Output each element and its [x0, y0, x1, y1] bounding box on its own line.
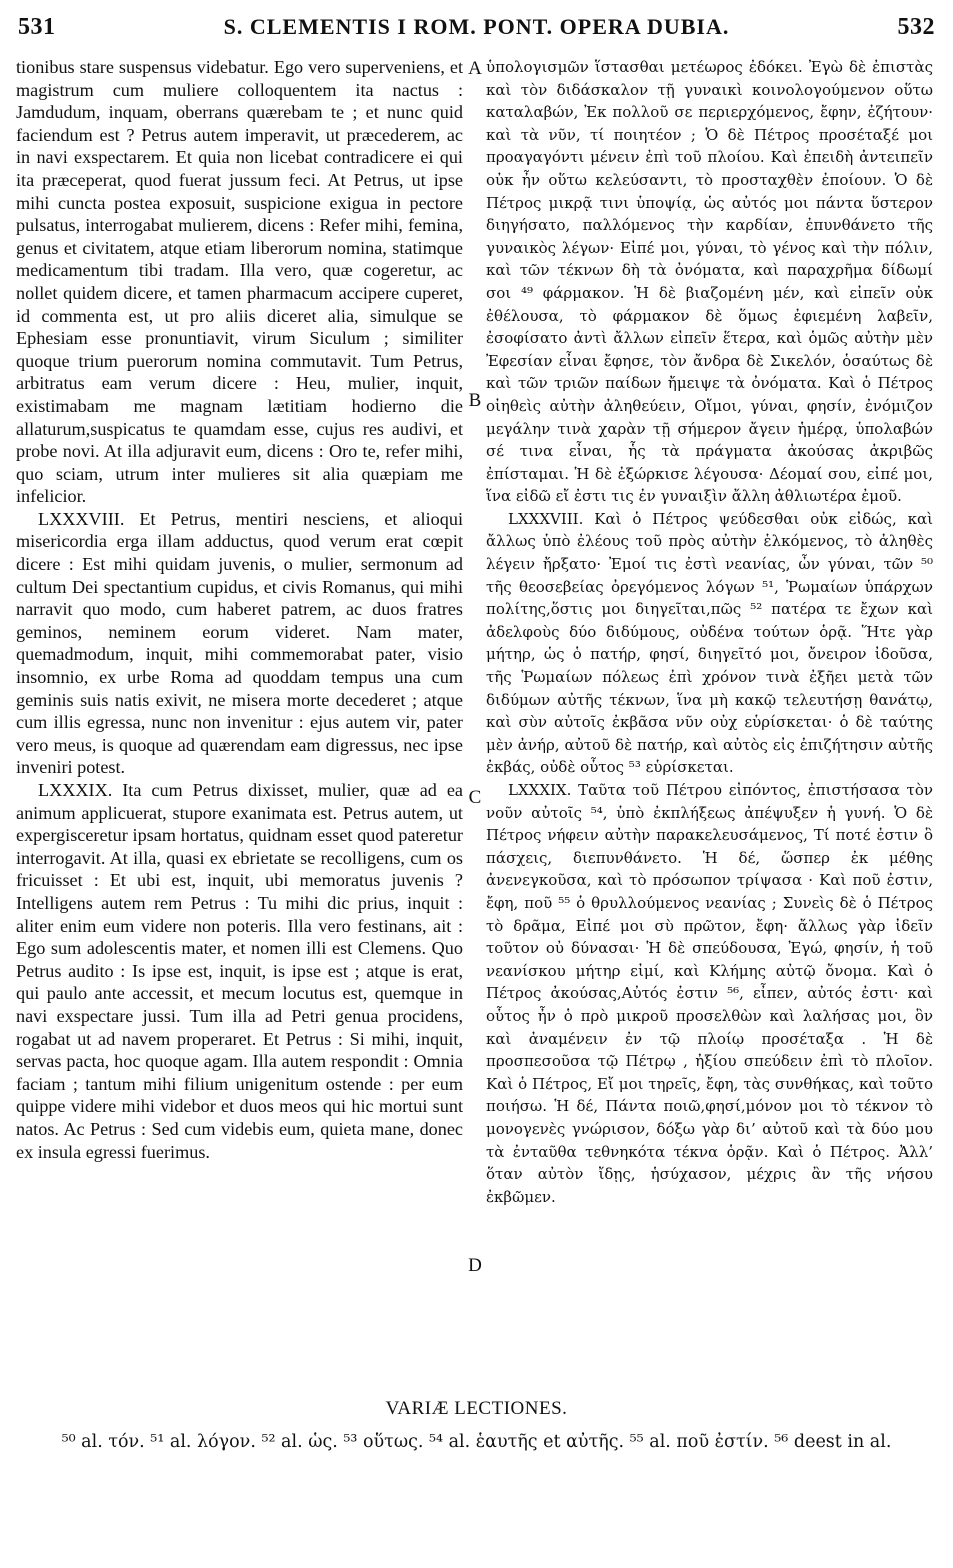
margin-markers	[466, 0, 484, 1568]
latin-column	[16, 56, 463, 1163]
margin-marker-a: A	[468, 58, 482, 79]
greek-paragraph-1: ὑπολογισμῶν ἵστασθαι μετέωρος ἐδόκει. Ἐγὼ δὲ ἐπιστὰς καὶ τὸν διδάσκαλον τῇ γυναικὶ κοινολογούμενον οὕτω καταλαβών, Ἐκ πολλοῦ σε περιερχόμενος, ἔφην, ἐζήτουν· καὶ τὰ νῦν, τί ποιητέον ; Ὁ δὲ Πέτρος προσέταξέ μοι προαγαγόντι μένειν ἐπὶ τοῦ πλοίου. Καὶ ἐπειδὴ ἀντειπεῖν οὐκ ἦν οὕτω κελεύσαντι, τὸ προσταχθὲν ἐποίουν. Ὁ δὲ Πέτρος μικρᾷ τινι ὑποψίᾳ, ὡς αὐτός μοι πάντα ὕστερον διηγήσατο, παλλόμενος τὴν καρδίαν, ἐπυνθάνετο τῆς γυναικὸς λέγων· Εἰπέ μοι, γύναι, τὸ γένος καὶ τὴν πόλιν, καὶ τῶν τέκνων δὴ τὰ ὀνόματα, καὶ παραχρῆμα δίδωμί σοι ⁴⁹ φάρμακον. Ἡ δὲ βιαζομένη μέν, καὶ εἰπεῖν οὐκ ἐθέλουσα, τὸ φάρμακον δὲ ὅμως ἐφιεμένη λαβεῖν, ἐσοφίσατο ἀντὶ ἄλλων εἰπεῖν ἕτερα, καὶ ὁμῶς αὐτὴν μὲν Ἐφεσίαν εἶναι ἔφησε, τὸν ἄνδρα δὲ Σικελόν, ὁσαύτως δὲ καὶ τῶν τριῶν παίδων ἤμειψε τὰ ὀνόματα. Καὶ ὁ Πέτρος οἰηθεὶς αὐτὴν ἀληθεύειν, Οἴμοι, γύναι, φησίν, ἐνόμιζον μεγάλην τινὰ χαρὰν τῇ σήμερον ἄγειν ἡμέρᾳ, ὑπολαβών σέ τινα εἶναι, ἧς τὰ πράγματα ἀκούσας ἀκριβῶς ἐπίσταμαι. Ἡ δὲ ἐξώρκισε λέγουσα· Δέομαί σου, εἰπέ μοι, ἵνα εἰδῶ εἴ ἐστι τις ἐν γυναιξὶν ἄλλη ἀθλιωτέρα ἐμοῦ.	[486, 58, 933, 506]
margin-marker-c: C	[468, 787, 482, 808]
margin-marker-b: B	[468, 390, 482, 411]
latin-paragraph-1: tionibus stare suspensus videbatur. Ego vero superveniens, et magistrum cum muliere colloquentem ita nactus : Jamdudum, inquam, oberrans quærebam te ; et nunc quid faciendum est ? Petrus autem imperavit, ut præcederem, ac in navi exspectarem. Et quia non licebat contradicere ei qui ita præceperat, quod fuerat jussum feci. At Petrus, ut ipse mihi cuncta postea exposuit, suspicione exigua in pectore pulsatus, interrogabat mulierem, dicens : Refer mihi, femina, genus et civitatem, atque etiam liberorum nomina, statimque medicamentum tibi tradam. Illa vero, quæ cogeretur, ac nollet quidem dicere, et tamen pharmacum accipere cuperet, id commenta est, ut pro aliis diceret alia, simulque se Ephesiam esse pronuntiavit, virum Siculum ; similiter quoque trium puerorum nomina commutavit. Tum Petrus, arbitratus eam verum dicere : Heu, mulier, inquit, existimabam me magnam lætitiam hodierno die allaturum,suspicatus te quamdam esse, cujus res audivi, et probe novi. At illa adjuravit eum, dicens : Oro te, refer mihi, quo sciam, utrum inter mulieres sit alia quæpiam me infelicior.	[16, 57, 463, 507]
greek-column	[486, 56, 933, 1208]
latin-paragraph-3: LXXXIX. Ita cum Petrus dixisset, mulier, quæ ad ea animum applicuerat, stupore exanimata est. Petrus autem, ut expergisceretur ipsam hortatus, quidnam esset quod pateretur interrogavit. At illa, quasi ex ebrietate se recolligens, cum os fricuisset : Et ubi est, inquit, ubi memoratus juvenis ? Intelligens autem rem Petrus : Tu mihi dic prius, inquit : aliter enim eum videre non poteris. Illa vero festinans, ait : Ego sum adolescentis mater, et nomen illi est Clemens. Quo Petrus audito : Is ipse est, inquit, is ipse est ; atque is erat, qui paulo ante accessit, et mecum locutus est, quemque in navi exspectare jussi. Tum illa ad Petri genua procidens, rogabat ut ad navem properaret. Et Petrus : Si mihi, inquit, servas pacta, hoc quoque agam. Illa autem respondit : Omnia faciam ; tantum mihi filium unigenitum ostende : per eum quippe videre mihi videbor et duos meos qui hic mortui sunt natos. Ac Petrus : Sed cum videbis eum, quieta mane, donec ex insula egressi fuerimus.	[16, 780, 463, 1162]
running-title: S. CLEMENTIS I ROM. PONT. OPERA DUBIA.	[223, 14, 730, 39]
page-number-left: 531	[18, 13, 56, 40]
greek-paragraph-2: LXXXVIII. Καὶ ὁ Πέτρος ψεύδεσθαι οὐκ εἰδώς, καὶ ἄλλως ὑπὸ ἐλέους τοῦ πρὸς αὐτὴν ἑλκόμενος, τὸ ἀληθὲς λέγειν ἤρξατο· Ἐμοί τις ἐστὶ νεανίας, ὦν γύναι, τῶν ⁵⁰ τῆς θεοσεβείας ὀρεγόμενος λόγων ⁵¹, Ῥωμαίων ὑπάρχων πολίτης,ὅστις μοι διηγεῖται,πῶς ⁵² πατέρα τε ἔχων καὶ ἀδελφοὺς δύο διδύμους, οὐδένα τούτων ὁρᾷ. Ἥτε γὰρ μήτηρ, ὡς ὁ πατήρ, φησί, διηγεῖτό μοι, ὄνειρον ἰδοῦσα, τῆς Ῥωμαίων πόλεως ἐπὶ χρόνον τινὰ ἐξῆει μετὰ τῶν διδύμων αὐτῆς τέκνων, ἵνα μὴ κακῷ τελευτήσῃ θανάτῳ, καὶ σὺν αὐτοῖς ἐκβᾶσα νῦν οὐχ εὑρίσκεται· ὁ δὲ ταύτης μὲν ἀνήρ, αὐτοῦ δὲ πατήρ, καὶ αὐτὸς εἰς ἐπιζήτησιν αὐτῆς ἐκβάς, οὐδὲ οὗτος ⁵³ εὑρίσκεται.	[486, 509, 933, 777]
page-number-right: 532	[897, 13, 935, 40]
margin-marker-d: D	[468, 1255, 482, 1276]
variae-lectiones-heading: VARIÆ LECTIONES.	[385, 1398, 568, 1419]
variae-lectiones-notes: ⁵⁰ al. τόν. ⁵¹ al. λόγον. ⁵² al. ὡς. ⁵³ οὕτως. ⁵⁴ al. ἑαυτῆς et αὐτῆς. ⁵⁵ al. ποῦ ἐστίν. ⁵⁶ deest in al.	[61, 1432, 892, 1452]
greek-paragraph-3: LXXXIX. Ταῦτα τοῦ Πέτρου εἰπόντος, ἐπιστήσασα τὸν νοῦν αὐτοῖς ⁵⁴, ὑπὸ ἐκπλήξεως ἀπέψυξεν ἡ γυνή. Ὁ δὲ Πέτρος νήφειν αὐτὴν παρακελευσάμενος, Τί ποτέ ἐστιν ὃ πάσχεις, διεπυνθάνετο. Ἡ δέ, ὥσπερ ἐκ μέθης ἀνενεγκοῦσα, καὶ τὸ πρόσωπον τρίψασα · Καὶ ποῦ ἐστιν, ἔφη, ποῦ ⁵⁵ ὁ θρυλλούμενος νεανίας ; Συνεὶς δὲ ὁ Πέτρος τὸ δρᾶμα, Εἰπέ μοι σὺ πρῶτον, ἔφη· ἄλλως γὰρ ἰδεῖν τοῦτον οὐ δύνασαι· Ἡ δὲ σπεύδουσα, Ἐγώ, φησίν, ἡ τοῦ νεανίσκου μήτηρ εἰμί, καὶ Κλήμης αὐτῷ ὄνομα. Καὶ ὁ Πέτρος ἀκούσας,Αὐτός ἐστιν ⁵⁶, εἶπεν, αὐτός ἐστι· καὶ οὗτος ἦν ὁ πρὸ μικροῦ προσελθὼν καὶ λαλήσας μοι, ὃν καὶ ἀναμένειν ἐν τῷ πλοίῳ προσέταξα . Ἡ δὲ προσπεσοῦσα τῷ Πέτρῳ , ἠξίου σπεύδειν ἐπὶ τὸ πλοῖον. Καὶ ὁ Πέτρος, Εἴ μοι τηρεῖς, ἔφη, τὰς συνθήκας, καὶ τοῦτο ποιήσω. Ἡ δέ, Πάντα ποιῶ,φησί,μόνον μοι τὸ τέκνον τὸ μονογενὲς γνώρισον, δόξω γὰρ δι’ αὐτοῦ καὶ τὰ δύο μου τὰ ἐνταῦθα τεθνηκότα τέκνα ὁρᾷν. Καὶ ὁ Πέτρος. Ἀλλ’ ὅταν αὐτὸν ἴδῃς, ἡσύχασον, μέχρις ἂν τῆς νήσου ἐκβῶμεν.	[486, 781, 933, 1206]
latin-paragraph-2: LXXXVIII. Et Petrus, mentiri nesciens, et alioqui misericordia erga illam adductus, quod verum erat cœpit dicere : Est mihi quidam juvenis, o mulier, sermonum ad cultum Dei spectantium cupidus, et civis Romanus, qui mihi narravit quo modo, cum haberet patrem, ac duos fratres geminos, neminem eorum videret. Nam mater, quemadmodum, inquit, mihi commemorabat pater, visio insomnio, ex urbe Roma ad quoddam tempus una cum geminis suis natis exivit, ne misera morte decederet ; atque cum illis egressa, nunc non invenitur : ejus autem vir, pater vero meus, is quoque ad quærendam eam digressus, nec ipse inveniri potest.	[16, 508, 463, 778]
